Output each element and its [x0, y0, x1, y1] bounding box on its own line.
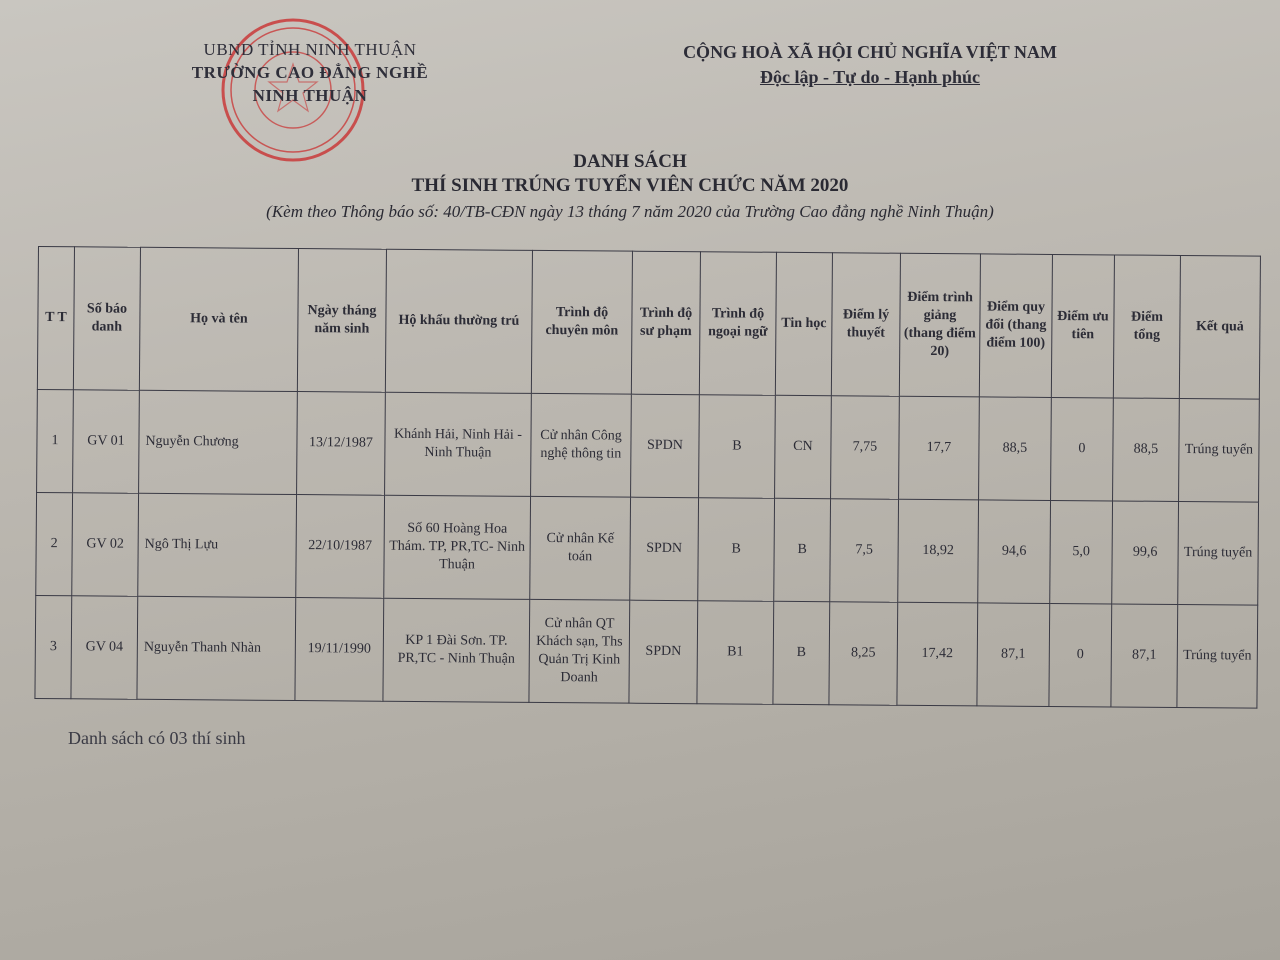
cell-language-level: B	[699, 395, 776, 499]
table-row	[37, 389, 1260, 502]
col-header-teaching-score: Điểm trình giảng (thang điểm 20)	[899, 253, 980, 397]
cell-converted-score: 87,1	[977, 603, 1050, 707]
col-header-theory-score: Điểm lý thuyết	[831, 253, 900, 397]
cell-qualification: Cử nhân Kế toán	[530, 496, 631, 600]
col-header-qualification: Trình độ chuyên môn	[531, 250, 632, 394]
cell-result: Trúng tuyển	[1177, 604, 1258, 708]
school-name-line2: NINH THUẬN	[252, 86, 368, 105]
cell-computer-skill: B	[774, 498, 831, 601]
cell-candidate-number: GV 04	[71, 596, 138, 700]
col-header-order: T T	[37, 247, 74, 390]
col-header-residence: Hộ khẩu thường trú	[385, 249, 532, 393]
cell-computer-skill: B	[773, 601, 830, 704]
document-title: DANH SÁCH	[573, 151, 687, 172]
cell-candidate-number: GV 01	[73, 390, 140, 494]
col-header-full-name: Họ và tên	[139, 247, 298, 391]
cell-priority-score: 0	[1049, 603, 1112, 706]
cell-pedagogy-level: SPDN	[630, 497, 699, 601]
national-header	[640, 40, 1100, 90]
country-name: CỘNG HOÀ XÃ HỘI CHỦ NGHĨA VIỆT NAM	[683, 42, 1057, 62]
col-header-priority-score: Điểm ưu tiên	[1051, 254, 1114, 397]
cell-theory-score: 8,25	[829, 602, 898, 706]
cell-converted-score: 88,5	[979, 397, 1052, 501]
cell-teaching-score: 17,42	[897, 602, 978, 706]
candidate-table	[34, 246, 1261, 709]
national-motto: Độc lập - Tự do - Hạnh phúc	[759, 67, 981, 87]
cell-priority-score: 5,0	[1050, 500, 1113, 603]
cell-birth-date: 19/11/1990	[295, 598, 384, 702]
cell-pedagogy-level: SPDN	[629, 600, 698, 704]
document-subject: THÍ SINH TRÚNG TUYỂN VIÊN CHỨC NĂM 2020	[411, 175, 849, 196]
col-header-candidate-number: Số báo danh	[73, 247, 140, 391]
cell-order: 3	[35, 595, 72, 698]
document-reference: (Kèm theo Thông báo số: 40/TB-CĐN ngày 13 tháng 7 năm 2020 của Trường Cao đẳng nghề Ninh Thuận)	[266, 202, 994, 221]
col-header-result: Kết quả	[1179, 255, 1260, 399]
cell-teaching-score: 17,7	[899, 396, 980, 500]
col-header-language-level: Trình độ ngoại ngữ	[699, 252, 776, 396]
cell-birth-date: 22/10/1987	[296, 495, 385, 599]
cell-priority-score: 0	[1051, 397, 1114, 500]
cell-total-score: 99,6	[1112, 501, 1179, 605]
cell-residence: Khánh Hải, Ninh Hải - Ninh Thuận	[385, 392, 532, 496]
issuing-agency-header	[150, 38, 470, 107]
cell-total-score: 88,5	[1113, 398, 1180, 502]
col-header-total-score: Điểm tổng	[1113, 255, 1180, 399]
cell-qualification: Cử nhân Công nghệ thông tin	[531, 393, 632, 497]
cell-order: 1	[37, 389, 74, 492]
cell-order: 2	[36, 492, 73, 595]
cell-language-level: B1	[697, 601, 774, 705]
cell-computer-skill: CN	[775, 395, 832, 498]
agency-name: UBND TỈNH NINH THUẬN	[203, 40, 417, 59]
cell-theory-score: 7,75	[831, 396, 900, 500]
col-header-pedagogy-level: Trình độ sư phạm	[631, 251, 700, 395]
col-header-converted-score: Điểm quy đổi (thang điểm 100)	[979, 254, 1052, 398]
candidate-count-note: Danh sách có 03 thí sinh	[68, 728, 246, 748]
cell-qualification: Cử nhân QT Khách sạn, Ths Quản Trị Kinh Doanh	[529, 599, 630, 703]
cell-teaching-score: 18,92	[898, 499, 979, 603]
cell-pedagogy-level: SPDN	[631, 394, 700, 498]
cell-language-level: B	[698, 498, 775, 602]
cell-converted-score: 94,6	[978, 500, 1051, 604]
cell-full-name: Ngô Thị Lựu	[138, 493, 297, 597]
col-header-computer-skill: Tin học	[775, 252, 832, 395]
cell-birth-date: 13/12/1987	[297, 392, 386, 496]
table-header-row	[37, 247, 1260, 400]
cell-residence: Số 60 Hoàng Hoa Thám. TP, PR,TC- Ninh Thuận	[384, 495, 531, 599]
cell-result: Trúng tuyển	[1178, 501, 1259, 605]
cell-theory-score: 7,5	[830, 499, 899, 603]
document-title-block	[200, 150, 1060, 224]
cell-full-name: Nguyễn Chương	[139, 390, 298, 494]
cell-residence: KP 1 Đài Sơn. TP. PR,TC - Ninh Thuận	[383, 598, 530, 702]
cell-result: Trúng tuyển	[1179, 398, 1260, 502]
cell-total-score: 87,1	[1111, 604, 1178, 708]
table-row	[35, 595, 1258, 708]
cell-candidate-number: GV 02	[72, 493, 139, 597]
col-header-birth-date: Ngày tháng năm sinh	[297, 249, 386, 393]
table-row	[36, 492, 1259, 605]
cell-full-name: Nguyễn Thanh Nhàn	[137, 596, 296, 700]
school-name-line1: TRƯỜNG CAO ĐẲNG NGHỀ	[191, 63, 429, 82]
